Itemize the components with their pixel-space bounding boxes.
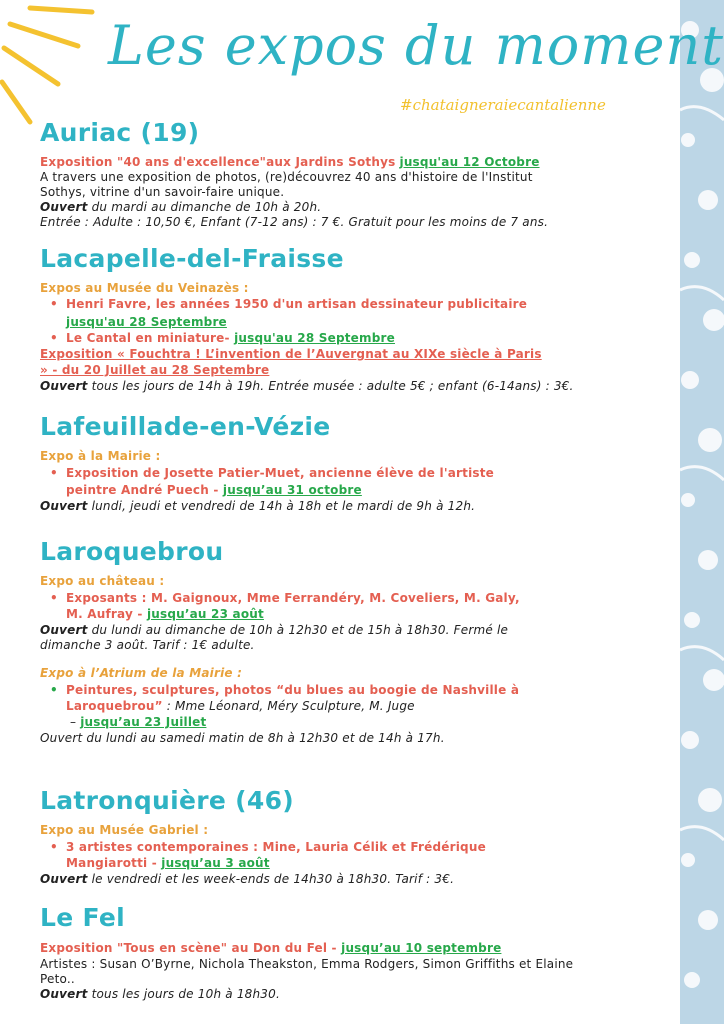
section-title-lafeuillade: Lafeuillade-en-Vézie	[40, 412, 331, 441]
auriac-hours: Ouvert du mardi au dimanche de 10h à 20h.	[40, 200, 322, 214]
lafeuillade-venue: Expo à la Mairie :	[40, 449, 161, 463]
hashtag: #chataigneraiecantalienne	[400, 96, 606, 114]
section-title-latronquiere: Latronquière (46)	[40, 786, 295, 815]
laroquebrou-hours-1: Ouvert du lundi au dimanche de 10h à 12h30 et de 15h à 18h30. Fermé le	[40, 623, 509, 637]
latronquiere-hours: Ouvert le vendredi et les week-ends de 14h30 à 18h30. Tarif : 3€.	[40, 872, 455, 886]
section-title-lacapelle: Lacapelle-del-Fraisse	[40, 244, 344, 273]
lacapelle-item-2: Le Cantal en miniature- jusqu'au 28 Septembre	[66, 331, 395, 345]
lefel-expo-line: Exposition "Tous en scène" au Don du Fel - jusqu’au 10 septembre	[40, 941, 502, 955]
bullet-icon: •	[50, 331, 58, 345]
lacapelle-venue: Expos au Musée du Veinazès :	[40, 281, 249, 295]
laroquebrou-hours-1-line-2: dimanche 3 août. Tarif : 1€ adulte.	[40, 638, 255, 652]
section-title-auriac: Auriac (19)	[40, 118, 200, 147]
laroquebrou-item-2-line-1: Peintures, sculptures, photos “du blues au boogie de Nashville à	[66, 683, 520, 697]
laroquebrou-item-2-line-2: Laroquebrou” : Mme Léonard, Méry Sculpture, M. Juge	[66, 699, 415, 713]
laroquebrou-item-1-line-2: M. Aufray - jusqu’au 23 août	[66, 607, 264, 621]
laroquebrou-venue-1: Expo au château :	[40, 574, 165, 588]
bullet-icon: •	[50, 297, 58, 311]
lacapelle-item-1: Henri Favre, les années 1950 d'un artisan dessinateur publicitaire	[66, 297, 528, 311]
laroquebrou-venue-2: Expo à l’Atrium de la Mairie :	[40, 666, 243, 680]
auriac-prices: Entrée : Adulte : 10,50 €, Enfant (7-12 ans) : 7 €. Gratuit pour les moins de 7 ans.	[40, 215, 549, 229]
section-title-laroquebrou: Laroquebrou	[40, 537, 224, 566]
laroquebrou-item-1-line-1: Exposants : M. Gaignoux, Mme Ferrandéry, M. Coveliers, M. Galy,	[66, 591, 520, 605]
lacapelle-expo-3-line-1: Exposition « Fouchtra ! L’invention de l’Auvergnat au XIXe siècle à Paris	[40, 347, 542, 361]
auriac-desc-2: Sothys, vitrine d'un savoir-faire unique.	[40, 185, 285, 199]
bullet-icon: •	[50, 591, 58, 605]
lafeuillade-item-1-line-2: peintre André Puech - jusqu’au 31 octobre	[66, 483, 362, 497]
bullet-icon: •	[50, 683, 58, 697]
lefel-artistes-2: Peto..	[40, 972, 75, 986]
latronquiere-item-1-line-2: Mangiarotti - jusqu’au 3 août	[66, 856, 270, 870]
lacapelle-item-1-date: jusqu'au 28 Septembre	[66, 315, 227, 329]
bullet-icon: •	[50, 466, 58, 480]
lafeuillade-item-1-line-1: Exposition de Josette Patier-Muet, ancienne élève de l'artiste	[66, 466, 494, 480]
bullet-icon: •	[50, 840, 58, 854]
lafeuillade-hours: Ouvert lundi, jeudi et vendredi de 14h à 18h et le mardi de 9h à 12h.	[40, 499, 476, 513]
lacapelle-expo-3-line-2: » - du 20 Juillet au 28 Septembre	[40, 363, 270, 377]
section-title-le-fel: Le Fel	[40, 903, 125, 932]
lacapelle-hours: Ouvert tous les jours de 14h à 19h. Entrée musée : adulte 5€ ; enfant (6-14ans) : 3€.	[40, 379, 574, 393]
lefel-hours: Ouvert tous les jours de 10h à 18h30.	[40, 987, 280, 1001]
laroquebrou-hours-2: Ouvert du lundi au samedi matin de 8h à 12h30 et de 14h à 17h.	[40, 731, 445, 745]
latronquiere-item-1-line-1: 3 artistes contemporaines : Mine, Lauria Célik et Frédérique	[66, 840, 486, 854]
latronquiere-venue: Expo au Musée Gabriel :	[40, 823, 209, 837]
laroquebrou-item-2-line-3: – jusqu’au 23 Juillet	[70, 715, 207, 729]
auriac-expo-title: Exposition "40 ans d'excellence"aux Jardins Sothys	[40, 155, 396, 169]
auriac-expo-date: jusqu'au 12 Octobre	[399, 155, 540, 169]
lefel-artistes-1: Artistes : Susan O’Byrne, Nichola Theakston, Emma Rodgers, Simon Griffiths et Elaine	[40, 957, 574, 971]
auriac-expo-line	[40, 155, 540, 170]
floral-border-decoration	[680, 0, 724, 1024]
page-title: Les expos du moment	[108, 14, 724, 77]
auriac-desc-1: A travers une exposition de photos, (re)découvrez 40 ans d'histoire de l'Institut	[40, 170, 533, 184]
